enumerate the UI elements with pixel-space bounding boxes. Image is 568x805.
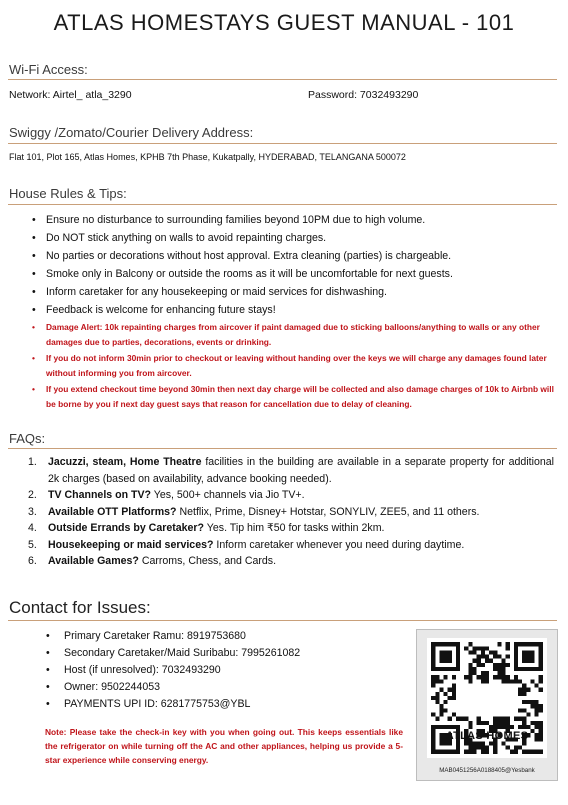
- contact-item: • Host (if unresolved): 7032493290: [44, 662, 300, 679]
- faq-heading: FAQs:: [9, 431, 46, 446]
- section-divider: [8, 448, 557, 449]
- alert-item: • Damage Alert: 10k repainting charges from aircover if paint damaged due to sticking balloons/anything to walls or any other damages due to parties, decorations, events or drinking.: [32, 322, 540, 347]
- bullet-icon: •: [32, 322, 35, 332]
- faq-item: 6. Available Games? Carroms, Chess, and Cards.: [28, 555, 277, 567]
- bullet-icon: •: [32, 268, 36, 280]
- alert-item: • If you do not inform 30min prior to checkout or leaving without handing over the keys we will charge any damages found later without informing you from aircover.: [32, 353, 547, 378]
- section-divider: [8, 143, 557, 144]
- alert-item: • If you extend checkout time beyond 30min then next day charge will be collected and also damage charges of 10k to Airbnb will be borne by you if next day guest says that reason for cancellation due to delay of cleaning.: [32, 384, 554, 409]
- section-divider: [8, 204, 557, 205]
- rule-item: • Ensure no disturbance to surrounding families beyond 10PM due to high volume.: [28, 211, 556, 229]
- rule-item: • Smoke only in Balcony or outside the rooms as it will be uncomfortable for next guests.: [28, 265, 556, 283]
- bullet-icon: •: [32, 250, 36, 262]
- wifi-network: Network: Airtel_ atla_3290: [9, 89, 132, 101]
- payment-qr-card: [416, 629, 558, 781]
- faq-item: 2. TV Channels on TV? Yes, 500+ channels via Jio TV+.: [28, 489, 305, 501]
- delivery-heading: Swiggy /Zomato/Courier Delivery Address:: [9, 125, 254, 140]
- bullet-icon: •: [32, 384, 35, 394]
- faq-item: 5. Housekeeping or maid services? Inform caretaker whenever you need during daytime.: [28, 538, 465, 551]
- rules-heading: House Rules & Tips:: [9, 186, 127, 201]
- checkin-key-note: Note: Please take the check-in key with you when going out. This keeps essentials like the refrigerator on while turning off the AC and other appliances, helping us provide a 5-star experience while conserving energy.: [45, 727, 403, 765]
- contact-item: • Primary Caretaker Ramu: 8919753680: [44, 628, 300, 645]
- contact-item: • PAYMENTS UPI ID: 6281775753@YBL: [44, 696, 300, 713]
- contact-item: • Secondary Caretaker/Maid Suribabu: 7995261082: [44, 645, 300, 662]
- rules-list: [28, 211, 556, 412]
- rule-item: • No parties or decorations without host approval. Extra cleaning (parties) is chargeable.: [28, 247, 556, 265]
- bullet-icon: •: [46, 630, 50, 642]
- wifi-heading: Wi-Fi Access:: [9, 62, 88, 77]
- wifi-password: Password: 7032493290: [308, 89, 419, 101]
- bullet-icon: •: [46, 664, 50, 676]
- faq-item: 1. Jacuzzi, steam, Home Theatre facilities in the building are available in a separate property for additional 2k charges (based on availability, advance booking needed).: [28, 456, 554, 485]
- delivery-address: Flat 101, Plot 165, Atlas Homes, KPHB 7th Phase, Kukatpally, HYDERABAD, TELANGANA 500072: [9, 152, 406, 162]
- rule-item: • Feedback is welcome for enhancing future stays!: [28, 301, 556, 319]
- bullet-icon: •: [46, 647, 50, 659]
- page-title: ATLAS HOMESTAYS GUEST MANUAL - 101: [53, 10, 515, 35]
- contact-list: [44, 628, 300, 713]
- bullet-icon: •: [32, 304, 36, 316]
- contact-heading: Contact for Issues:: [9, 598, 151, 617]
- rule-item: • Inform caretaker for any housekeeping or maid services for dishwashing.: [28, 283, 556, 301]
- bullet-icon: •: [32, 286, 36, 298]
- bullet-icon: •: [32, 353, 35, 363]
- rule-item: • Do NOT stick anything on walls to avoid repainting charges.: [28, 229, 556, 247]
- qr-brand-label: ATLAS HOMES: [445, 730, 529, 742]
- faq-list: [28, 454, 554, 570]
- faq-item: 4. Outside Errands by Caretaker? Yes. Tip him ₹50 for tasks within 2km.: [28, 522, 385, 534]
- qr-upi-label: MAB0451256A0188405@Yesbank: [439, 767, 535, 774]
- faq-item: 3. Available OTT Platforms? Netflix, Prime, Disney+ Hotstar, SONYLIV, ZEE5, and 11 others.: [28, 505, 480, 518]
- section-divider: [8, 79, 557, 80]
- section-divider: [8, 620, 557, 621]
- bullet-icon: •: [32, 214, 36, 226]
- bullet-icon: •: [46, 698, 50, 710]
- contact-item: • Owner: 9502244053: [44, 679, 300, 696]
- bullet-icon: •: [32, 232, 36, 244]
- bullet-icon: •: [46, 681, 50, 693]
